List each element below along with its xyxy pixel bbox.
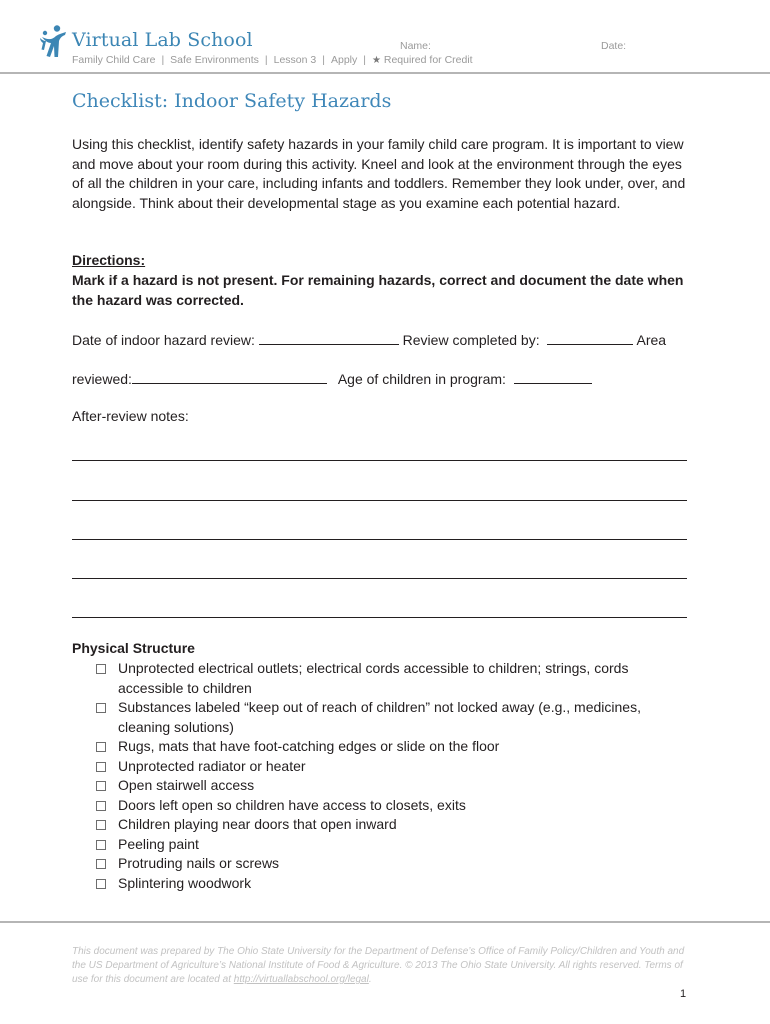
breadcrumb-separator: | bbox=[264, 54, 268, 66]
area-reviewed-blank[interactable] bbox=[132, 369, 327, 384]
name-label: Name: bbox=[400, 40, 431, 52]
page-number: 1 bbox=[680, 988, 687, 1000]
checkbox[interactable] bbox=[96, 859, 106, 869]
brand-name: Virtual Lab School bbox=[72, 29, 253, 51]
intro-paragraph: Using this checklist, identify safety hazards in your family child care program. It is important to view and move about your room during this activity. Kneel and look at the environment through the eyes of all the children in your care, including infants and toddlers. Remember they look under, over, and alongside. Think about their developmental stage as you examine each potential hazard. bbox=[72, 136, 686, 211]
breadcrumb-item: Safe Environments bbox=[170, 54, 259, 66]
hazard-text: Doors left open so children have access to closets, exits bbox=[118, 796, 466, 813]
required-label: Required for Credit bbox=[383, 54, 473, 66]
hazard-text: Unprotected electrical outlets; electrical cords accessible to children; strings, cords accessible to children bbox=[118, 660, 629, 696]
review-info-row bbox=[72, 330, 666, 348]
legal-link[interactable]: http://virtuallabschool.org/legal bbox=[233, 974, 369, 985]
list-item bbox=[96, 854, 696, 874]
checkbox[interactable] bbox=[96, 801, 106, 811]
footer-divider bbox=[0, 921, 770, 923]
hazard-text: Peeling paint bbox=[118, 835, 199, 852]
hazard-text: Open stairwell access bbox=[118, 777, 255, 793]
notes-line[interactable] bbox=[72, 500, 687, 501]
checkbox[interactable] bbox=[96, 840, 106, 850]
list-item bbox=[96, 776, 696, 796]
footer-statement: This document was prepared by The Ohio State University for the Department of Defense’s Office of Family Policy/Children and Youth and the US Department of Agriculture’s National Institute of Food & Agriculture. © 2013 The Ohio State University. All rights reserved. Terms of use for this document are located at bbox=[72, 946, 685, 985]
reviewed-label: reviewed: bbox=[72, 371, 132, 387]
list-item bbox=[96, 659, 696, 698]
hazard-text: Unprotected radiator or heater bbox=[118, 757, 306, 774]
checkbox[interactable] bbox=[96, 762, 106, 772]
breadcrumb-item: Lesson 3 bbox=[273, 54, 317, 66]
checkbox[interactable] bbox=[96, 703, 106, 713]
completed-by-label: Review completed by: bbox=[402, 332, 540, 348]
checkbox[interactable] bbox=[96, 781, 106, 791]
breadcrumb-item: Family Child Care bbox=[72, 54, 156, 66]
area-age-row bbox=[72, 369, 592, 387]
hazard-text: Rugs, mats that have foot-catching edges or slide on the floor bbox=[118, 738, 500, 754]
hazard-text: Children playing near doors that open inward bbox=[118, 816, 397, 832]
list-item bbox=[96, 815, 696, 835]
footer-text bbox=[72, 945, 692, 987]
notes-line[interactable] bbox=[72, 460, 687, 461]
footer-end: . bbox=[368, 974, 372, 985]
checkbox[interactable] bbox=[96, 820, 106, 830]
list-item bbox=[96, 874, 696, 894]
age-label: Age of children in program: bbox=[337, 371, 506, 387]
header-divider bbox=[0, 72, 770, 74]
breadcrumb bbox=[72, 54, 473, 66]
directions-heading: Directions: bbox=[72, 252, 146, 268]
review-date-blank[interactable] bbox=[259, 330, 399, 345]
notes-line[interactable] bbox=[72, 539, 687, 540]
checkbox[interactable] bbox=[96, 742, 106, 752]
section-heading-physical-structure: Physical Structure bbox=[72, 640, 195, 656]
directions-text: Mark if a hazard is not present. For remaining hazards, correct and document the date when the hazard was corrected. bbox=[72, 272, 684, 308]
breadcrumb-separator: | bbox=[161, 54, 165, 66]
breadcrumb-separator: | bbox=[322, 54, 325, 66]
hazard-checklist bbox=[96, 659, 696, 893]
notes-line[interactable] bbox=[72, 617, 687, 618]
hazard-text: Splintering woodwork bbox=[118, 874, 252, 891]
virtual-lab-school-logo-icon bbox=[38, 24, 68, 58]
list-item bbox=[96, 796, 696, 816]
list-item bbox=[96, 835, 696, 855]
notes-line[interactable] bbox=[72, 578, 687, 579]
completed-by-blank[interactable] bbox=[547, 330, 633, 345]
date-label: Date: bbox=[601, 40, 627, 52]
checkbox[interactable] bbox=[96, 664, 106, 674]
age-blank[interactable] bbox=[514, 369, 592, 384]
list-item bbox=[96, 757, 696, 777]
checkbox[interactable] bbox=[96, 879, 106, 889]
list-item bbox=[96, 698, 696, 737]
star-icon: ★ bbox=[371, 55, 381, 66]
breadcrumb-separator: | bbox=[363, 54, 366, 66]
area-label: Area bbox=[636, 332, 667, 348]
hazard-text: Substances labeled “keep out of reach of children” not locked away (e.g., medicines, cleaning solutions) bbox=[118, 699, 641, 735]
notes-label: After-review notes: bbox=[72, 408, 189, 424]
review-date-label: Date of indoor hazard review: bbox=[72, 332, 255, 348]
list-item bbox=[96, 737, 696, 757]
breadcrumb-item: Apply bbox=[330, 54, 358, 66]
page-title: Checklist: Indoor Safety Hazards bbox=[72, 90, 392, 112]
hazard-text: Protruding nails or screws bbox=[118, 855, 280, 871]
